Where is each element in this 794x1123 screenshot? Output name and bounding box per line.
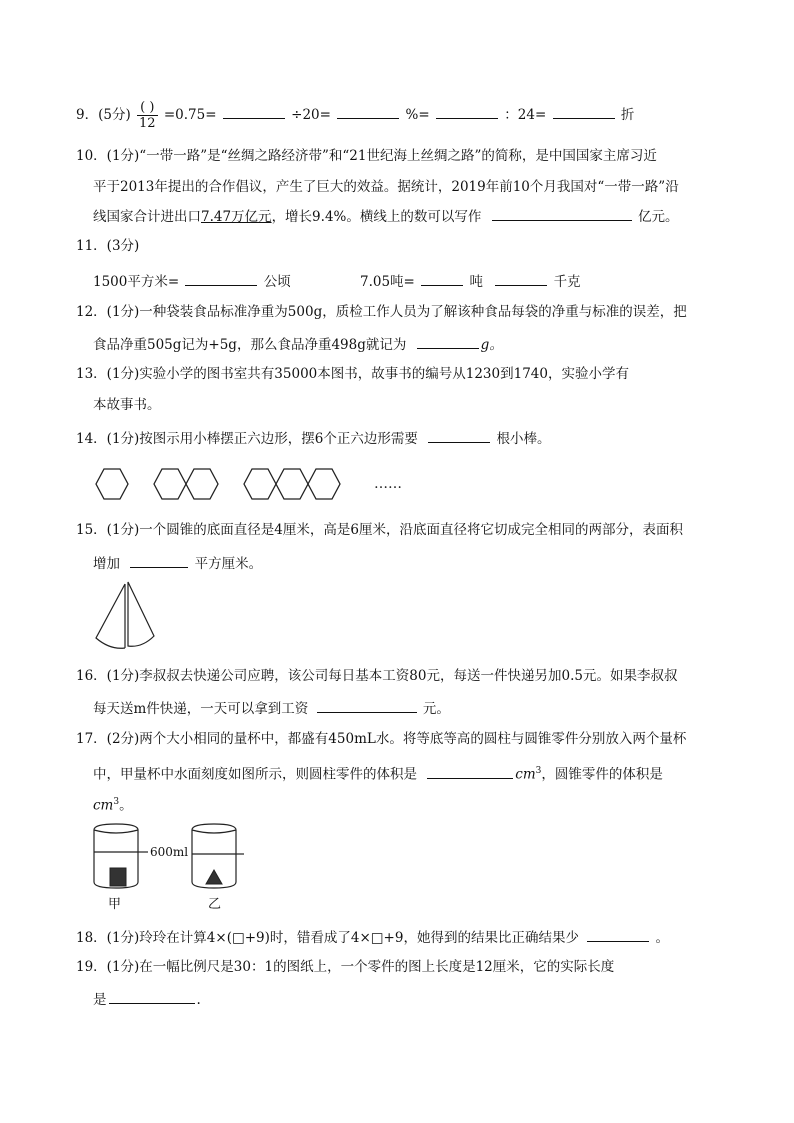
q9-fraction-denominator: 12 — [139, 116, 156, 131]
q17-line-1: 17．(2分)两个大小相同的量杯中，都盛有450mL水。将等底等高的圆柱与圆锥零件分别放入两个量杯 — [76, 731, 687, 747]
cone-part — [206, 870, 222, 884]
hexagon-2a — [154, 469, 186, 499]
q17-blank-1[interactable] — [427, 763, 513, 779]
q13-line-1: 13．(1分)实验小学的图书室共有35000本图书，故事书的编号从1230到1740，实验小学有 — [76, 366, 629, 382]
hexagon-pattern-figure — [92, 464, 432, 504]
q18-blank[interactable] — [587, 926, 649, 942]
q16-blank[interactable] — [317, 697, 417, 713]
q14-blank[interactable] — [428, 427, 490, 443]
q9-prefix: 9．(5分) — [76, 107, 131, 123]
q9-suffix: 折 — [620, 107, 635, 123]
q9-blank-3[interactable] — [436, 103, 498, 119]
q16-line-1: 16．(1分)李叔叔去快递公司应聘，该公司每日基本工资80元，每送一件快递另加0.5元。如果李叔叔 — [76, 668, 678, 684]
q9-blank-1[interactable] — [223, 103, 285, 119]
q19-line-1: 19．(1分)在一幅比例尺是30：1的图纸上，一个零件的图上长度是12厘米，它的实际长度 — [76, 959, 615, 975]
q19-blank[interactable] — [109, 988, 195, 1004]
q12-blank[interactable] — [417, 333, 479, 349]
q17-label-600ml: 600ml — [150, 845, 189, 859]
q9-fraction-numerator: ( ) — [137, 100, 158, 116]
q9-blank-4[interactable] — [553, 103, 615, 119]
q9-fraction — [137, 100, 158, 131]
q18-line-post: 。 — [655, 930, 670, 946]
q10-blank[interactable] — [492, 205, 632, 221]
q15-blank[interactable] — [130, 552, 188, 568]
q14-line-pre: 14．(1分)按图示用小棒摆正六边形，摆6个正六边形需要 — [76, 431, 418, 447]
q17-line-2-post: ，圆锥零件的体积是 — [541, 766, 663, 783]
q17-unit-1: cm — [515, 766, 536, 783]
q17-line-3 — [93, 792, 133, 816]
cone-right-half — [128, 582, 154, 646]
q11-part-2 — [360, 270, 581, 292]
measuring-cups-figure — [90, 822, 260, 914]
q9-eq2: ÷20= — [291, 107, 331, 123]
q11-blank-1[interactable] — [185, 270, 257, 286]
q11-part1-unit: 公顷 — [263, 274, 291, 290]
hexagon-3b — [276, 469, 308, 499]
q17-label-jia: 甲 — [108, 897, 122, 912]
q10-line-2: 平于2013年提出的合作倡议，产生了巨大的效益。据统计，2019年前10个月我国对“一带一路”沿 — [93, 179, 679, 195]
q17-unit-2: cm — [93, 797, 114, 814]
q11-part2-unit1: 吨 — [469, 274, 483, 290]
q14-ellipsis: …… — [374, 476, 402, 492]
hexagon-1 — [96, 469, 128, 499]
question-9 — [76, 100, 634, 131]
q12-unit: g。 — [480, 337, 503, 353]
q16-line-2-pre: 每天送m件快递，一天可以拿到工资 — [93, 701, 309, 717]
q10-line-1: 10．(1分)“一带一路”是“丝绸之路经济带”和“21世纪海上丝绸之路”的简称，是中国国家主席习近 — [76, 148, 657, 164]
q17-sup-2: 3 — [113, 797, 120, 807]
cone-cut-figure — [92, 580, 162, 652]
q9-eq1: =0.75= — [163, 107, 217, 123]
q15-line-2-post: 平方厘米。 — [194, 556, 263, 572]
q11-part1-pre: 1500平方米= — [93, 274, 180, 290]
q10-underlined-number: 7.47万亿元 — [201, 209, 272, 225]
q14-line — [76, 427, 550, 449]
q17-line-3-post: 。 — [119, 797, 133, 814]
q11-blank-2[interactable] — [421, 270, 463, 286]
q15-line-2 — [93, 552, 262, 574]
q9-eq4: ：24= — [504, 107, 547, 123]
q16-line-2 — [93, 697, 450, 719]
q9-eq3: %= — [405, 107, 430, 123]
q18-line-pre: 18．(1分)玲玲在计算4×(□+9)时，错看成了4×□+9，她得到的结果比正确结果少 — [76, 930, 579, 946]
cone-left-half — [96, 584, 125, 648]
q10-line-3-post: ，增长9.4%。横线上的数可以写作 — [271, 209, 482, 225]
q12-line-2-pre: 食品净重505g记为+5g，那么食品净重498g就记为 — [93, 337, 407, 353]
q17-line-2-pre: 中，甲量杯中水面刻度如图所示，则圆柱零件的体积是 — [93, 766, 417, 783]
q11-part2-pre: 7.05吨= — [360, 274, 415, 290]
q17-line-2 — [93, 761, 663, 785]
q15-line-1: 15．(1分)一个圆锥的底面直径是4厘米，高是6厘米，沿底面直径将它切成完全相同的两部分，表面积 — [76, 522, 683, 538]
hexagon-3c — [308, 469, 340, 499]
q10-suffix: 亿元。 — [637, 209, 679, 225]
q10-line-3-pre: 线国家合计进出口 — [93, 209, 201, 225]
hexagon-3a — [244, 469, 276, 499]
q11-part-1 — [93, 270, 291, 292]
q19-line-2 — [93, 988, 201, 1010]
q18-line — [76, 926, 669, 948]
q17-label-yi: 乙 — [208, 897, 222, 912]
cylinder-part — [110, 868, 126, 886]
hexagon-2b — [186, 469, 218, 499]
q12-line-2 — [93, 333, 503, 355]
q11-head: 11．(3分) — [76, 238, 140, 254]
q15-line-2-pre: 增加 — [93, 556, 120, 572]
q19-line-2-post: . — [196, 992, 201, 1008]
q12-line-1: 12．(1分)一种袋装食品标准净重为500g，质检工作人员为了解该种食品每袋的净重与标准的误差，把 — [76, 304, 687, 320]
q14-line-post: 根小棒。 — [496, 431, 551, 447]
q9-blank-2[interactable] — [337, 103, 399, 119]
q19-line-2-pre: 是 — [93, 992, 107, 1008]
q17-sup-1: 3 — [535, 766, 542, 776]
q10-line-3 — [93, 205, 678, 227]
q16-line-2-post: 元。 — [422, 701, 450, 717]
q11-blank-3[interactable] — [495, 270, 547, 286]
q11-part2-unit2: 千克 — [553, 274, 581, 290]
q13-line-2: 本故事书。 — [93, 397, 161, 413]
